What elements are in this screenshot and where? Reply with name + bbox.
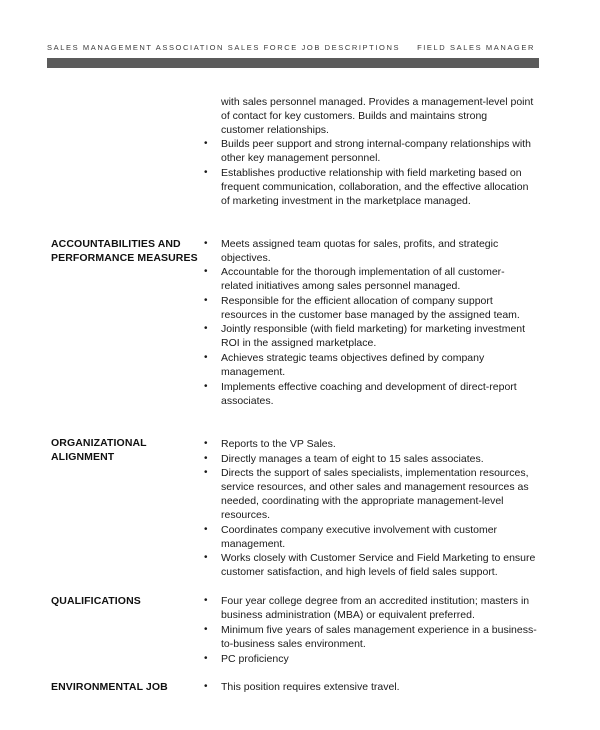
- document-title: SALES MANAGEMENT ASSOCIATION SALES FORCE JOB DESCRIPTIONS: [47, 43, 401, 52]
- list-item: PC proficiency: [221, 653, 289, 665]
- list-item: Works closely with Customer Service and Field Marketing to ensure customer satisfaction, and high levels of field sales support.: [221, 552, 536, 578]
- list-item: Directs the support of sales specialists, implementation resources, service resources, and other sales and management resources as needed, coordinating with the appropriate management-level resources.: [221, 467, 529, 521]
- list-item: Builds peer support and strong internal-company relationships with other key management personnel.: [221, 138, 531, 164]
- bullet-icon: •: [204, 624, 208, 635]
- bullet-icon: •: [204, 352, 208, 363]
- section-label-accountabilities: ACCOUNTABILITIES AND PERFORMANCE MEASURES: [51, 238, 198, 264]
- header-divider-bar: [47, 58, 539, 68]
- bullet-icon: •: [204, 595, 208, 606]
- list-item: Four year college degree from an accredited institution; masters in business administration (MBA) or equivalent preferred.: [221, 595, 530, 621]
- list-item: Meets assigned team quotas for sales, profits, and strategic objectives.: [221, 238, 499, 264]
- bullet-icon: •: [204, 552, 208, 563]
- bullet-icon: •: [204, 323, 208, 334]
- list-item: Responsible for the efficient allocation of company support resources in the customer base managed by the assigned team.: [221, 295, 520, 321]
- list-item: Coordinates company executive involvement with customer management.: [221, 524, 498, 550]
- bullet-icon: •: [204, 138, 208, 149]
- list-item: This position requires extensive travel.: [221, 681, 400, 693]
- list-item: Minimum five years of sales management experience in a business- to-business sales environment.: [221, 624, 537, 650]
- bullet-icon: •: [204, 295, 208, 306]
- bullet-icon: •: [204, 453, 208, 464]
- section-label-environmental-job: ENVIRONMENTAL JOB: [51, 681, 168, 693]
- bullet-icon: •: [204, 524, 208, 535]
- section-label-qualifications: QUALIFICATIONS: [51, 595, 141, 607]
- bullet-icon: •: [204, 681, 208, 692]
- bullet-icon: •: [204, 653, 208, 664]
- bullet-icon: •: [204, 381, 208, 392]
- list-item: Reports to the VP Sales.: [221, 438, 336, 450]
- bullet-icon: •: [204, 238, 208, 249]
- list-item: Accountable for the thorough implementation of all customer- related initiatives among sales personnel managed.: [221, 266, 505, 292]
- bullet-icon: •: [204, 167, 208, 178]
- job-role-title: FIELD SALES MANAGER: [417, 43, 535, 52]
- list-item: Establishes productive relationship with field marketing based on frequent communication, collaboration, and the effective allocation of marketing investment in the marketplace managed.: [221, 167, 529, 207]
- list-item: Jointly responsible (with field marketing) for marketing investment ROI in the assigned marketplace.: [221, 323, 526, 349]
- bullet-icon: •: [204, 266, 208, 277]
- bullet-icon: •: [204, 467, 208, 478]
- list-item: Achieves strategic teams objectives defined by company management.: [221, 352, 485, 378]
- list-item: Directly manages a team of eight to 15 sales associates.: [221, 453, 484, 465]
- list-item: with sales personnel managed. Provides a management-level point of contact for key customers. Builds and maintains strong customer relationships.: [221, 96, 534, 136]
- bullet-icon: •: [204, 438, 208, 449]
- section-label-organizational-alignment: ORGANIZATIONAL ALIGNMENT: [51, 437, 147, 463]
- list-item: Implements effective coaching and development of direct-report associates.: [221, 381, 517, 407]
- page-header: [47, 43, 539, 55]
